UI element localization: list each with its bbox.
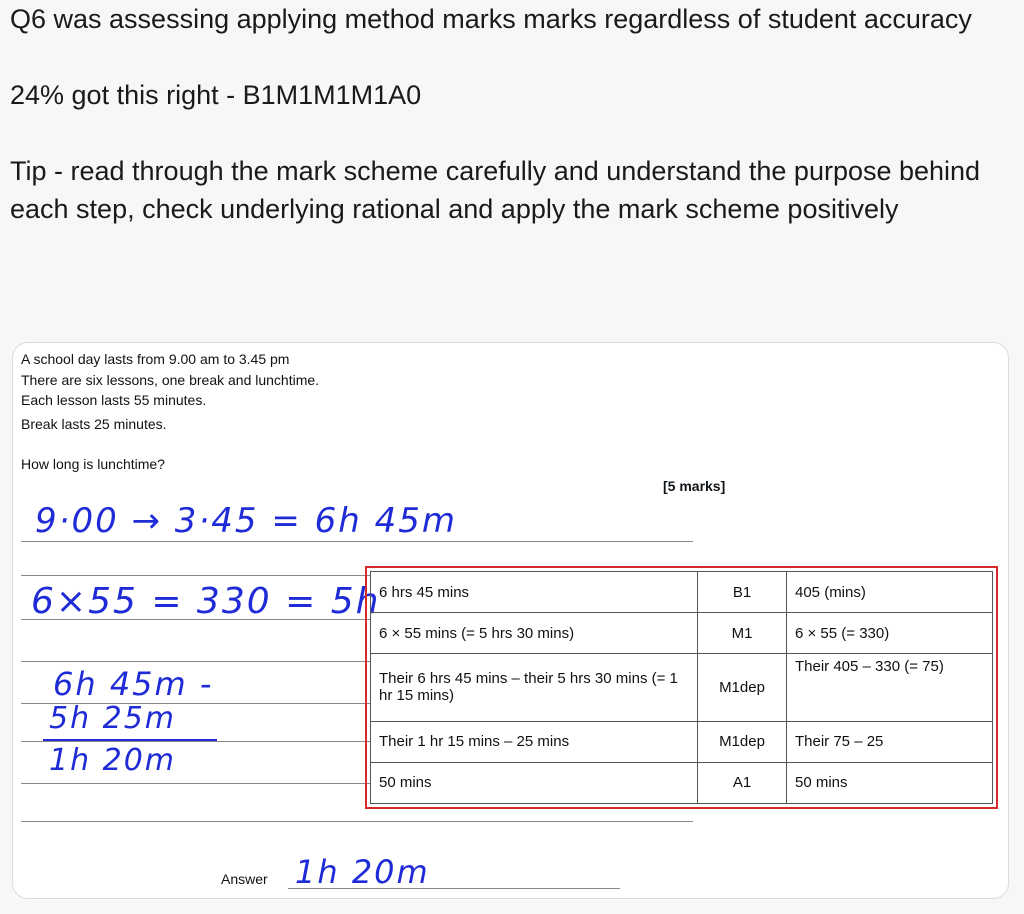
step-cell: 6 × 55 mins (= 5 hrs 30 mins) [371,613,698,654]
handwriting-line-3c: 1h 20m [49,743,177,778]
handwriting-line-1: 9·00 → 3·45 = 6h 45m [35,501,457,541]
question-line-1: A school day lasts from 9.00 am to 3.45 pm [21,351,290,367]
answer-line [21,661,371,662]
handwriting-line-2: 6×55 = 330 = 5h [31,581,381,622]
alt-cell: Their 75 – 25 [787,721,993,762]
tweet-line-3: Tip - read through the mark scheme carefully and understand the purpose behind each step, check underlying rational and apply the mark scheme positively [10,156,981,224]
handwriting-answer: 1h 20m [295,853,430,891]
tweet-text [10,0,1010,228]
step-cell: 6 hrs 45 mins [371,572,698,613]
table-row [371,572,993,613]
question-prompt: How long is lunchtime? [21,456,165,472]
answer-line [21,821,693,822]
answer-line [21,575,371,576]
tweet-line-2: 24% got this right - B1M1M1M1A0 [10,80,422,110]
answer-line [21,541,693,542]
step-cell: Their 1 hr 15 mins – 25 mins [371,721,698,762]
question-line-2: There are six lessons, one break and lunchtime. [21,372,320,388]
alt-cell: Their 405 – 330 (= 75) [787,654,993,722]
table-row [371,721,993,762]
mark-cell: M1 [698,613,787,654]
alt-cell: 50 mins [787,762,993,803]
answer-line [21,741,371,742]
table-row [371,654,993,722]
alt-cell: 405 (mins) [787,572,993,613]
tweet-line-1: Q6 was assessing applying method marks marks regardless of student accuracy [10,4,972,34]
mark-scheme-table [370,571,993,804]
alt-cell: 6 × 55 (= 330) [787,613,993,654]
answer-label: Answer [221,871,268,887]
marks-label: [5 marks] [663,478,726,494]
mark-cell: A1 [698,762,787,803]
question-line-4: Break lasts 25 minutes. [21,416,167,432]
mark-cell: M1dep [698,721,787,762]
handwriting-line-3a: 6h 45m - [53,665,214,703]
question-line-3: Each lesson lasts 55 minutes. [21,392,207,408]
step-cell: Their 6 hrs 45 mins – their 5 hrs 30 mins (= 1 hr 15 mins) [371,654,698,722]
answer-line [21,783,371,784]
table-row [371,613,993,654]
mark-cell: M1dep [698,654,787,722]
table-row [371,762,993,803]
mark-scheme-highlight [365,566,998,809]
mark-cell: B1 [698,572,787,613]
image-attachment[interactable] [12,342,1009,899]
subtraction-bar [43,739,217,741]
step-cell: 50 mins [371,762,698,803]
handwriting-line-3b: 5h 25m [49,701,177,736]
